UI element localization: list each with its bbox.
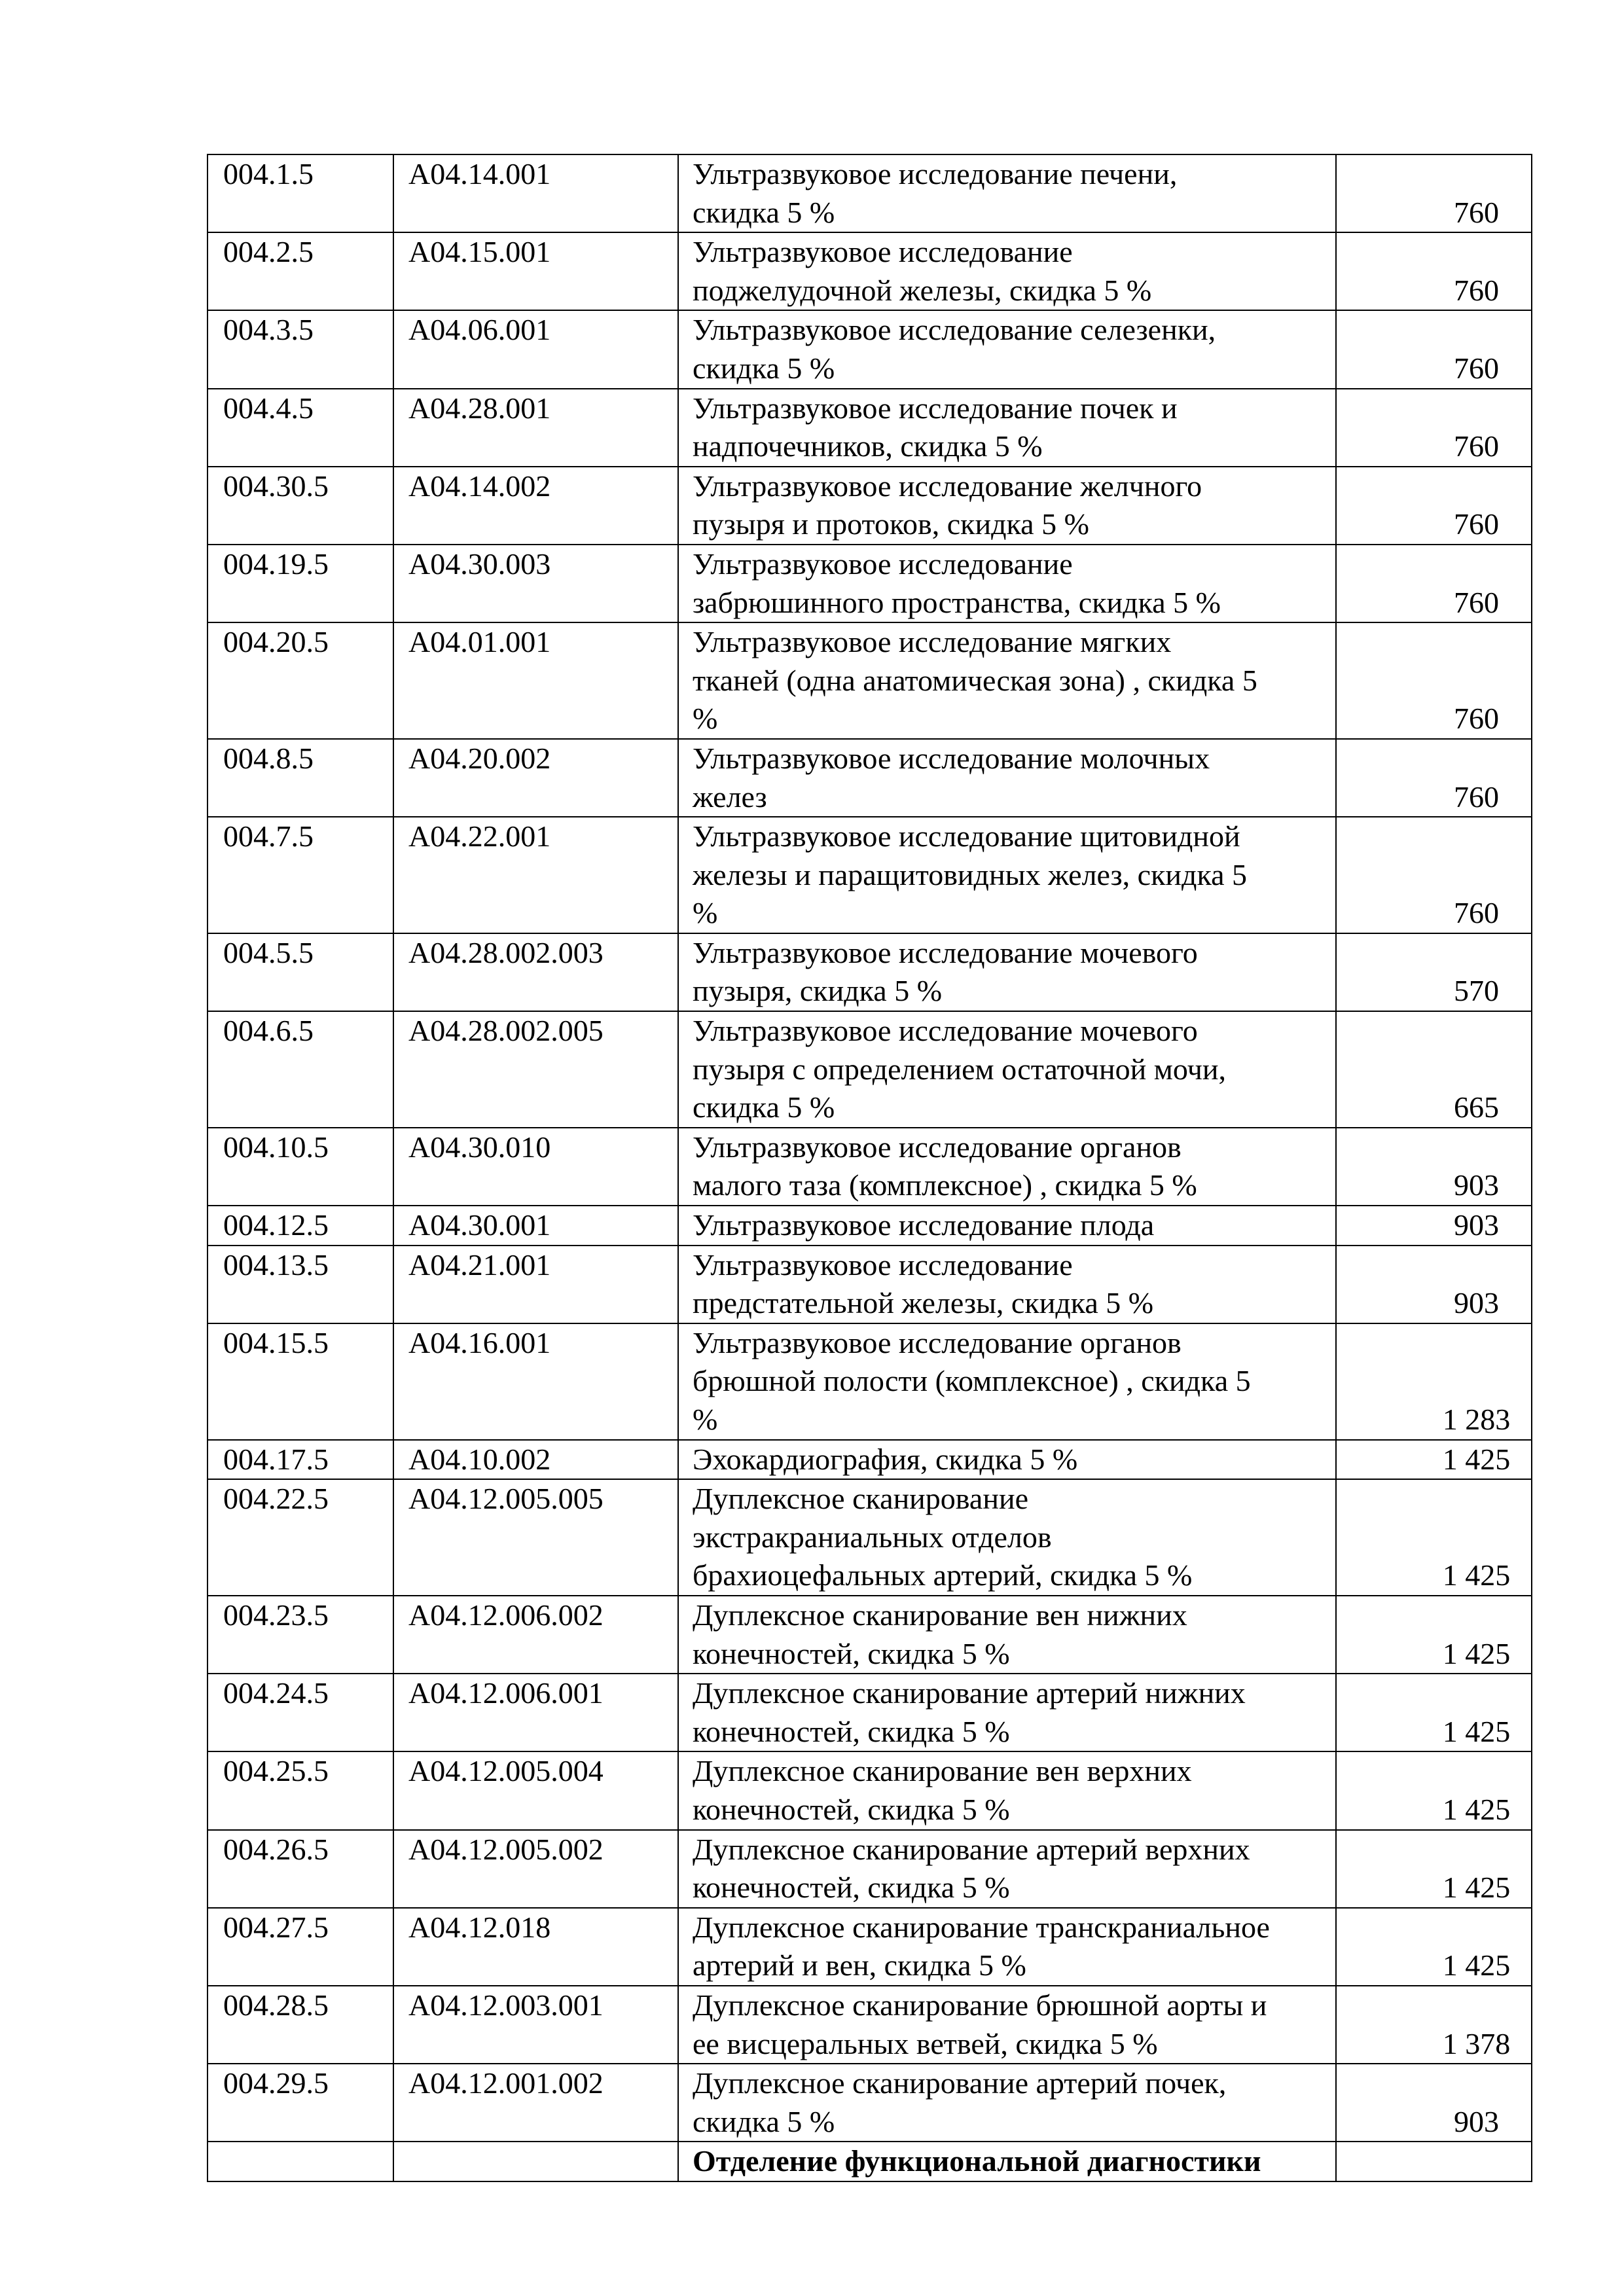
service-name bbox=[678, 154, 1336, 232]
service-name bbox=[678, 2064, 1336, 2142]
service-code: A04.12.006.002 bbox=[393, 1596, 678, 1674]
service-price: 1 425 bbox=[1336, 1479, 1532, 1596]
service-number: 004.20.5 bbox=[208, 622, 393, 739]
section-code bbox=[393, 2142, 678, 2181]
service-number: 004.7.5 bbox=[208, 817, 393, 933]
service-number: 004.27.5 bbox=[208, 1908, 393, 1986]
service-name-line: Ультразвуковое исследование bbox=[693, 235, 1073, 269]
service-number: 004.24.5 bbox=[208, 1674, 393, 1751]
table-row bbox=[208, 817, 1532, 933]
service-name-line: % bbox=[693, 1403, 718, 1436]
service-price: 760 bbox=[1336, 154, 1532, 232]
service-price: 1 283 bbox=[1336, 1323, 1532, 1440]
service-price: 903 bbox=[1336, 1128, 1532, 1206]
service-name bbox=[678, 1986, 1336, 2064]
service-name-line: конечностей, скидка 5 % bbox=[693, 1714, 1010, 1748]
service-code: A04.28.001 bbox=[393, 389, 678, 467]
table-row bbox=[208, 545, 1532, 622]
service-number: 004.4.5 bbox=[208, 389, 393, 467]
service-price: 903 bbox=[1336, 1206, 1532, 1246]
service-name-line: поджелудочной железы, скидка 5 % bbox=[693, 273, 1152, 307]
service-name-line: Ультразвуковое исследование желчного bbox=[693, 469, 1202, 503]
table-row bbox=[208, 389, 1532, 467]
service-name-line: Дуплексное сканирование артерий верхних bbox=[693, 1832, 1250, 1866]
service-number: 004.22.5 bbox=[208, 1479, 393, 1596]
service-number: 004.30.5 bbox=[208, 467, 393, 545]
service-code: A04.14.001 bbox=[393, 154, 678, 232]
service-price: 760 bbox=[1336, 622, 1532, 739]
table-row bbox=[208, 1246, 1532, 1323]
service-number: 004.15.5 bbox=[208, 1323, 393, 1440]
table-row bbox=[208, 1674, 1532, 1751]
service-name-line: тканей (одна анатомическая зона) , скидка 5 bbox=[693, 663, 1257, 697]
service-number: 004.19.5 bbox=[208, 545, 393, 622]
service-name-line: Ультразвуковое исследование мочевого bbox=[693, 1014, 1198, 1048]
section-header-row bbox=[208, 2142, 1532, 2181]
service-number: 004.10.5 bbox=[208, 1128, 393, 1206]
service-name-line: конечностей, скидка 5 % bbox=[693, 1792, 1010, 1826]
service-name-line: скидка 5 % bbox=[693, 351, 835, 385]
service-price: 760 bbox=[1336, 545, 1532, 622]
service-name-line: пузыря и протоков, скидка 5 % bbox=[693, 507, 1089, 541]
service-name-line: конечностей, скидка 5 % bbox=[693, 1871, 1010, 1905]
service-number: 004.26.5 bbox=[208, 1830, 393, 1908]
service-code: A04.21.001 bbox=[393, 1246, 678, 1323]
service-name-line: надпочечников, скидка 5 % bbox=[693, 429, 1043, 463]
service-number: 004.13.5 bbox=[208, 1246, 393, 1323]
table-row bbox=[208, 1596, 1532, 1674]
service-name-line: скидка 5 % bbox=[693, 195, 835, 229]
service-name-line: Дуплексное сканирование брюшной аорты и bbox=[693, 1988, 1267, 2022]
service-name-line: Дуплексное сканирование артерий нижних bbox=[693, 1676, 1246, 1710]
service-name bbox=[678, 1674, 1336, 1751]
service-price: 760 bbox=[1336, 389, 1532, 467]
service-name bbox=[678, 933, 1336, 1011]
service-code: A04.12.005.004 bbox=[393, 1751, 678, 1829]
service-code: A04.15.001 bbox=[393, 232, 678, 310]
service-name-line: Ультразвуковое исследование молочных bbox=[693, 741, 1210, 775]
service-number: 004.29.5 bbox=[208, 2064, 393, 2142]
table-row bbox=[208, 310, 1532, 388]
service-name-line: забрюшинного пространства, скидка 5 % bbox=[693, 585, 1221, 619]
service-name-line: пузыря, скидка 5 % bbox=[693, 974, 943, 1008]
service-name-line: Ультразвуковое исследование bbox=[693, 1247, 1073, 1282]
service-name bbox=[678, 389, 1336, 467]
service-name-line: скидка 5 % bbox=[693, 2104, 835, 2138]
service-name-line: брюшной полости (комплексное) , скидка 5 bbox=[693, 1364, 1251, 1398]
service-price: 1 378 bbox=[1336, 1986, 1532, 2064]
table-row bbox=[208, 1440, 1532, 1480]
service-code: A04.01.001 bbox=[393, 622, 678, 739]
service-name bbox=[678, 467, 1336, 545]
service-price: 903 bbox=[1336, 2064, 1532, 2142]
service-number: 004.28.5 bbox=[208, 1986, 393, 2064]
service-code: A04.06.001 bbox=[393, 310, 678, 388]
table-row bbox=[208, 622, 1532, 739]
service-code: A04.30.001 bbox=[393, 1206, 678, 1246]
service-code: A04.12.005.002 bbox=[393, 1830, 678, 1908]
service-price: 760 bbox=[1336, 467, 1532, 545]
service-price: 1 425 bbox=[1336, 1830, 1532, 1908]
service-name-line: Ультразвуковое исследование органов bbox=[693, 1130, 1182, 1164]
table-row bbox=[208, 1751, 1532, 1829]
service-number: 004.6.5 bbox=[208, 1011, 393, 1128]
service-number: 004.17.5 bbox=[208, 1440, 393, 1480]
service-name-line: Ультразвуковое исследование селезенки, bbox=[693, 313, 1216, 347]
service-name-line: Ультразвуковое исследование плода bbox=[693, 1208, 1155, 1242]
service-price: 903 bbox=[1336, 1246, 1532, 1323]
table-row bbox=[208, 1479, 1532, 1596]
service-code: A04.12.018 bbox=[393, 1908, 678, 1986]
service-name-line: экстракраниальных отделов bbox=[693, 1520, 1052, 1554]
service-price: 665 bbox=[1336, 1011, 1532, 1128]
service-number: 004.1.5 bbox=[208, 154, 393, 232]
service-name bbox=[678, 739, 1336, 817]
table-row bbox=[208, 1908, 1532, 1986]
service-price: 760 bbox=[1336, 232, 1532, 310]
service-name-line: железы и паращитовидных желез, скидка 5 bbox=[693, 857, 1248, 891]
service-name-line: Ультразвуковое исследование почек и bbox=[693, 391, 1178, 425]
price-list-body bbox=[208, 154, 1532, 2181]
service-name-line: % bbox=[693, 896, 718, 930]
table-row bbox=[208, 1011, 1532, 1128]
service-name-line: Ультразвуковое исследование мочевого bbox=[693, 935, 1198, 969]
service-code: A04.14.002 bbox=[393, 467, 678, 545]
service-name-line: Дуплексное сканирование вен нижних bbox=[693, 1598, 1187, 1632]
service-price: 1 425 bbox=[1336, 1440, 1532, 1480]
table-row bbox=[208, 1830, 1532, 1908]
service-price: 760 bbox=[1336, 739, 1532, 817]
table-row bbox=[208, 933, 1532, 1011]
service-code: A04.12.005.005 bbox=[393, 1479, 678, 1596]
price-list-table bbox=[207, 154, 1532, 2182]
table-row bbox=[208, 1206, 1532, 1246]
service-code: A04.22.001 bbox=[393, 817, 678, 933]
service-code: A04.20.002 bbox=[393, 739, 678, 817]
service-name bbox=[678, 1751, 1336, 1829]
service-code: A04.10.002 bbox=[393, 1440, 678, 1480]
service-name-line: Эхокардиография, скидка 5 % bbox=[693, 1442, 1078, 1476]
service-price: 570 bbox=[1336, 933, 1532, 1011]
service-code: A04.30.010 bbox=[393, 1128, 678, 1206]
section-title: Отделение функциональной диагностики bbox=[678, 2142, 1336, 2181]
service-name bbox=[678, 622, 1336, 739]
service-price: 1 425 bbox=[1336, 1908, 1532, 1986]
service-name-line: Ультразвуковое исследование щитовидной bbox=[693, 819, 1240, 853]
service-name-line: Ультразвуковое исследование печени, bbox=[693, 157, 1178, 190]
service-code: A04.28.002.005 bbox=[393, 1011, 678, 1128]
service-number: 004.3.5 bbox=[208, 310, 393, 388]
service-number: 004.2.5 bbox=[208, 232, 393, 310]
service-name bbox=[678, 1206, 1336, 1246]
service-name bbox=[678, 1323, 1336, 1440]
service-code: A04.12.003.001 bbox=[393, 1986, 678, 2064]
table-row bbox=[208, 1323, 1532, 1440]
service-price: 760 bbox=[1336, 817, 1532, 933]
service-name bbox=[678, 1596, 1336, 1674]
table-row bbox=[208, 1986, 1532, 2064]
service-code: A04.28.002.003 bbox=[393, 933, 678, 1011]
table-row bbox=[208, 1128, 1532, 1206]
service-name-line: малого таза (комплексное) , скидка 5 % bbox=[693, 1168, 1197, 1202]
table-row bbox=[208, 154, 1532, 232]
service-name bbox=[678, 232, 1336, 310]
service-name-line: брахиоцефальных артерий, скидка 5 % bbox=[693, 1558, 1193, 1592]
service-price: 1 425 bbox=[1336, 1674, 1532, 1751]
service-price: 1 425 bbox=[1336, 1596, 1532, 1674]
service-name-line: скидка 5 % bbox=[693, 1090, 835, 1124]
service-code: A04.16.001 bbox=[393, 1323, 678, 1440]
service-name bbox=[678, 1479, 1336, 1596]
service-code: A04.12.001.002 bbox=[393, 2064, 678, 2142]
service-name-line: конечностей, скидка 5 % bbox=[693, 1636, 1010, 1670]
table-row bbox=[208, 739, 1532, 817]
service-name bbox=[678, 1011, 1336, 1128]
service-name-line: Дуплексное сканирование вен верхних bbox=[693, 1754, 1192, 1788]
service-number: 004.12.5 bbox=[208, 1206, 393, 1246]
service-name-line: Дуплексное сканирование артерий почек, bbox=[693, 2066, 1227, 2100]
service-name-line: ее висцеральных ветвей, скидка 5 % bbox=[693, 2026, 1158, 2060]
service-name bbox=[678, 310, 1336, 388]
service-code: A04.30.003 bbox=[393, 545, 678, 622]
service-name bbox=[678, 1830, 1336, 1908]
service-price: 760 bbox=[1336, 310, 1532, 388]
service-number: 004.8.5 bbox=[208, 739, 393, 817]
service-number: 004.5.5 bbox=[208, 933, 393, 1011]
service-name bbox=[678, 1128, 1336, 1206]
section-price bbox=[1336, 2142, 1532, 2181]
service-name-line: Дуплексное сканирование bbox=[693, 1482, 1028, 1516]
service-name-line: артерий и вен, скидка 5 % bbox=[693, 1948, 1026, 1982]
table-row bbox=[208, 467, 1532, 545]
table-row bbox=[208, 232, 1532, 310]
service-name bbox=[678, 1908, 1336, 1986]
service-code: A04.12.006.001 bbox=[393, 1674, 678, 1751]
service-name-line: % bbox=[693, 702, 718, 736]
service-name-line: Ультразвуковое исследование bbox=[693, 547, 1073, 581]
service-number: 004.25.5 bbox=[208, 1751, 393, 1829]
service-name-line: желез bbox=[693, 780, 767, 814]
service-name-line: Дуплексное сканирование транскраниальное bbox=[693, 1910, 1270, 1944]
service-price: 1 425 bbox=[1336, 1751, 1532, 1829]
service-name-line: Ультразвуковое исследование мягких bbox=[693, 625, 1172, 659]
service-number: 004.23.5 bbox=[208, 1596, 393, 1674]
service-name bbox=[678, 545, 1336, 622]
table-row bbox=[208, 2064, 1532, 2142]
section-number bbox=[208, 2142, 393, 2181]
service-name-line: предстательной железы, скидка 5 % bbox=[693, 1286, 1154, 1320]
service-name bbox=[678, 817, 1336, 933]
service-name bbox=[678, 1246, 1336, 1323]
service-name-line: пузыря с определением остаточной мочи, bbox=[693, 1052, 1226, 1086]
service-name-line: Ультразвуковое исследование органов bbox=[693, 1325, 1182, 1359]
service-name bbox=[678, 1440, 1336, 1480]
